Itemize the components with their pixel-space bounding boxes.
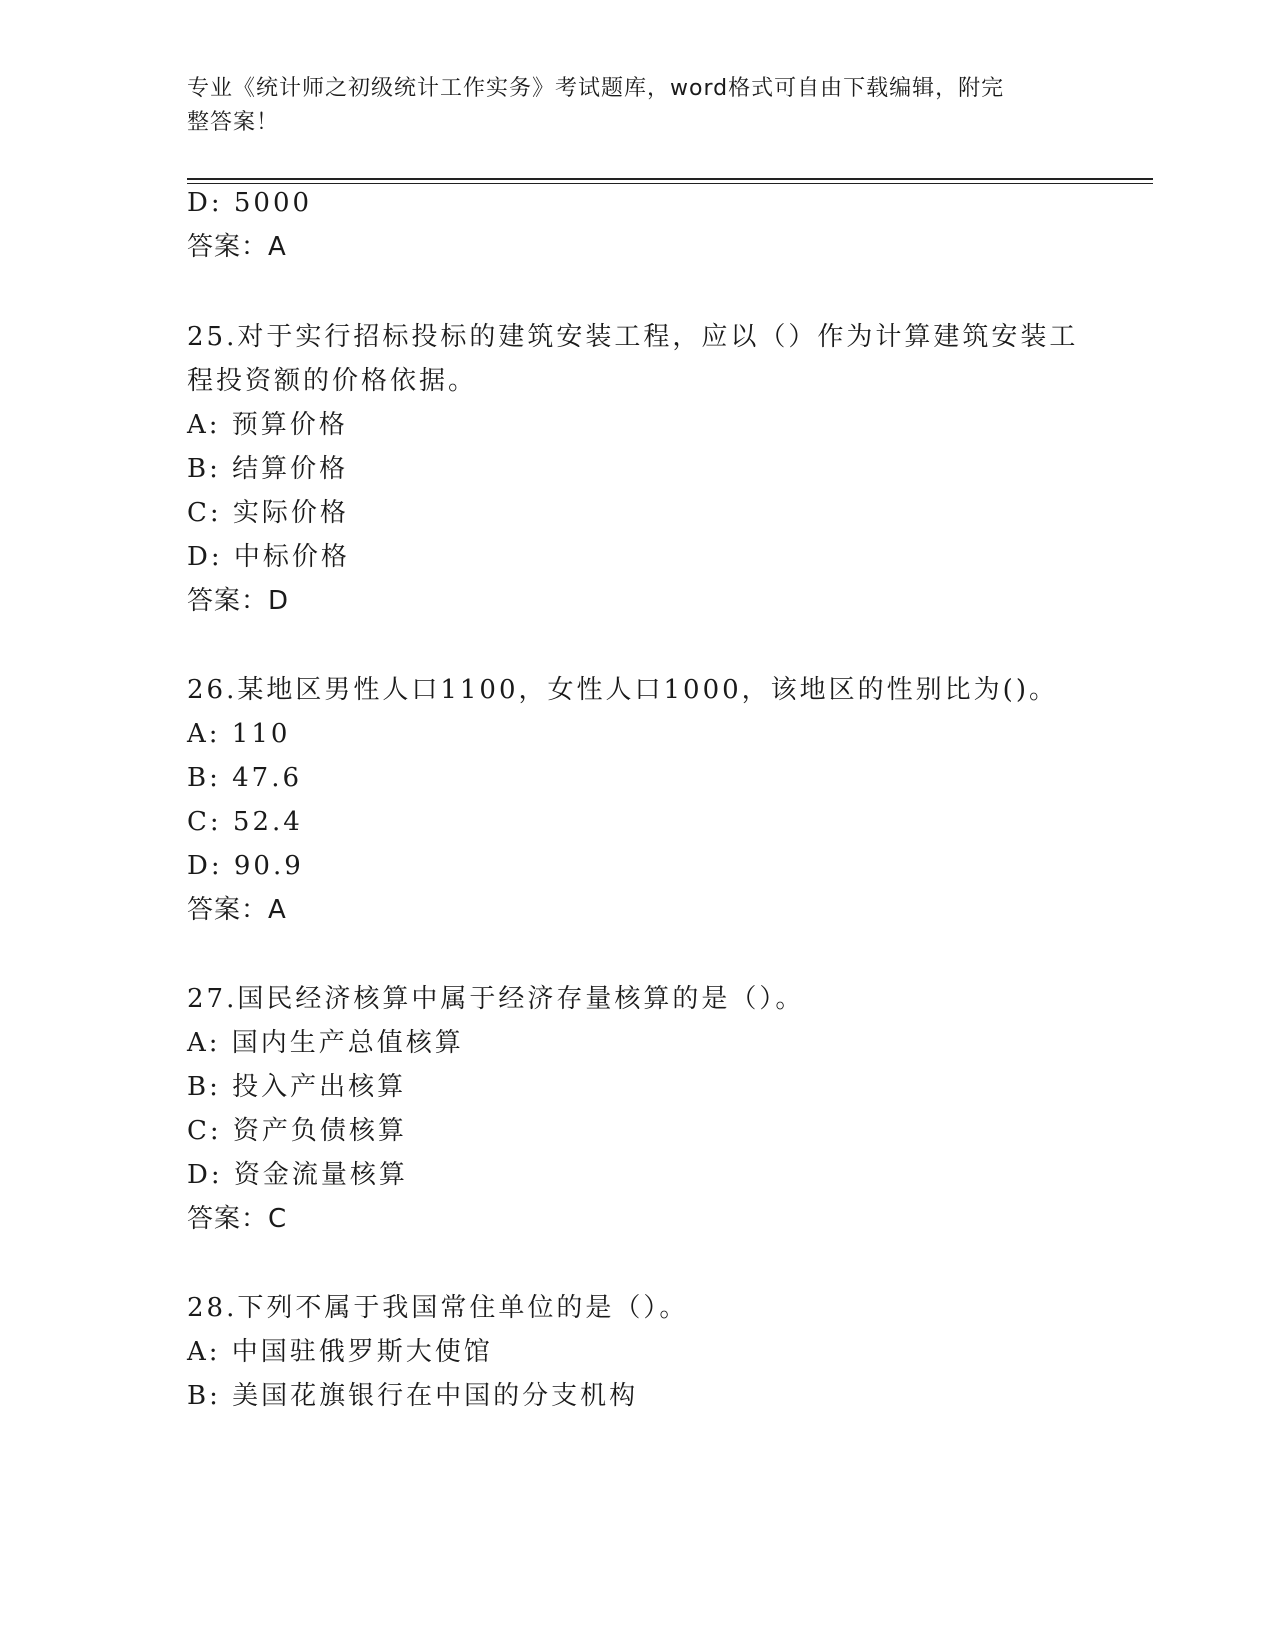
option-c-q25: C: 实际价格 bbox=[187, 498, 349, 528]
document-header bbox=[187, 72, 1067, 140]
option-b-q25: B: 结算价格 bbox=[187, 454, 349, 484]
option-a-q27: A: 国内生产总值核算 bbox=[187, 1028, 464, 1058]
option-b-q28: B: 美国花旗银行在中国的分支机构 bbox=[187, 1381, 639, 1411]
option-d-q27: D: 资金流量核算 bbox=[187, 1160, 408, 1190]
option-b-q27: B: 投入产出核算 bbox=[187, 1072, 407, 1102]
header-divider-thick bbox=[187, 178, 1153, 180]
option-d-q25: D: 中标价格 bbox=[187, 542, 350, 572]
option-c-q27: C: 资产负债核算 bbox=[187, 1116, 407, 1146]
option-d-q26: D: 90.9 bbox=[187, 851, 304, 881]
option-b-q26: B: 47.6 bbox=[187, 763, 303, 793]
answer-q24: 答案：A bbox=[187, 232, 287, 262]
header-line-2: 整答案！ bbox=[187, 110, 280, 135]
answer-q25: 答案：D bbox=[187, 586, 290, 616]
question-25-line-2: 程投资额的价格依据。 bbox=[187, 366, 478, 396]
question-25-line-1: 25.对于实行招标投标的建筑安装工程，应以（）作为计算建筑安装工 bbox=[187, 322, 1079, 352]
question-27: 27.国民经济核算中属于经济存量核算的是（）。 bbox=[187, 984, 805, 1014]
header-divider-thin bbox=[187, 183, 1153, 184]
question-28: 28.下列不属于我国常住单位的是（）。 bbox=[187, 1293, 689, 1323]
answer-q27: 答案：C bbox=[187, 1204, 288, 1234]
option-c-q26: C: 52.4 bbox=[187, 807, 303, 837]
answer-q26: 答案：A bbox=[187, 895, 287, 925]
option-d-q24: D: 5000 bbox=[187, 188, 313, 218]
header-line-1: 专业《统计师之初级统计工作实务》考试题库，word格式可自由下载编辑，附完 bbox=[187, 76, 1005, 101]
option-a-q26: A: 110 bbox=[187, 719, 291, 749]
option-a-q25: A: 预算价格 bbox=[187, 410, 348, 440]
question-26: 26.某地区男性人口1100，女性人口1000，该地区的性别比为()。 bbox=[187, 675, 1058, 705]
option-a-q28: A: 中国驻俄罗斯大使馆 bbox=[187, 1337, 493, 1367]
